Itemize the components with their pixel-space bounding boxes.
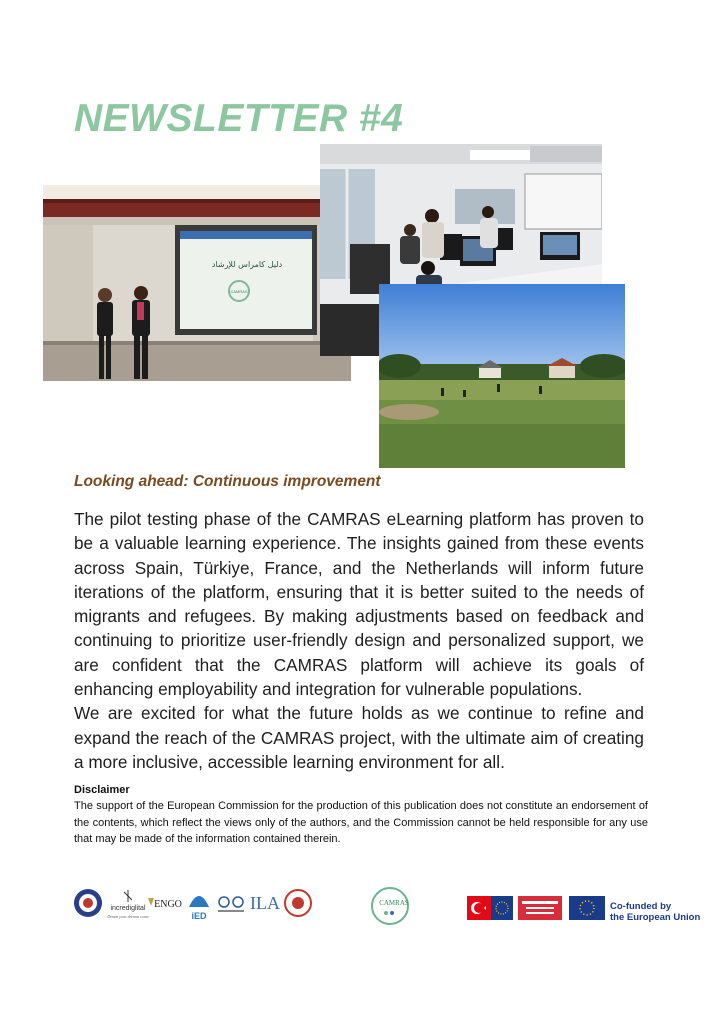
disclaimer-text: The support of the European Commission for the production of this publication does not constitute an endorsement of the contents, which reflect the views only of the authors, and the Commission cannot be held responsible for any use that may be made of the information contained therein. xyxy=(74,800,648,845)
camras-logo xyxy=(370,885,416,927)
engo-logo xyxy=(148,894,184,912)
svg-text:Dream your dreams come: Dream your dreams come xyxy=(107,914,149,919)
university-seal-logo xyxy=(73,888,103,918)
ila-logo xyxy=(248,892,282,914)
partner-logo-cycle xyxy=(216,892,246,914)
slide-title-text: دليل كامراس للإرشاد xyxy=(211,260,283,269)
eu-flag-icon xyxy=(569,896,605,920)
cofunded-line-1: Co-funded by xyxy=(610,901,672,912)
slide-logo-text: CAMRAS xyxy=(230,289,248,294)
svg-text:ILA: ILA xyxy=(250,893,280,913)
disclaimer-title: Disclaimer xyxy=(74,784,130,796)
svg-text:CAMRAS: CAMRAS xyxy=(379,899,409,907)
field-photo xyxy=(379,284,625,468)
cofunded-line-2: the European Union xyxy=(610,912,701,923)
body-paragraph-2: We are excited for what the future holds as we continue to refine and expand the reach of the CAMRAS project, with the ultimate aim of creating a more inclusive, accessible learning environment for all. xyxy=(74,703,644,772)
body-text xyxy=(74,507,644,774)
body-paragraph-1: The pilot testing phase of the CAMRAS eLearning platform has proven to be a valuable learning experience. The insights gained from these events across Spain, Türkiye, France, and the Netherlands will inform future iterations of the platform, ensuring that it is better suited to the needs of migrants and refugees. By making adjustments based on feedback and continuing to prioritize user-friendly design and personalized support, we are confident that the CAMRAS platform will achieve its goals of enhancing employability and integration for vulnerable populations. xyxy=(74,509,644,700)
svg-text:iED: iED xyxy=(191,911,207,921)
ministry-seal-logo xyxy=(283,888,313,918)
turkish-agency-logo xyxy=(518,896,562,920)
cofunded-label xyxy=(610,901,700,923)
turkey-eu-flag-logo xyxy=(467,896,513,920)
section-subtitle: Looking ahead: Continuous improvement xyxy=(74,473,381,490)
incrediglital-logo xyxy=(106,888,150,922)
presentation-photo xyxy=(43,185,351,381)
page-title: NEWSLETTER #4 xyxy=(74,97,404,140)
svg-text:ENGO: ENGO xyxy=(154,899,182,910)
svg-text:incrediglital: incrediglital xyxy=(110,905,146,912)
ied-logo xyxy=(186,885,212,923)
